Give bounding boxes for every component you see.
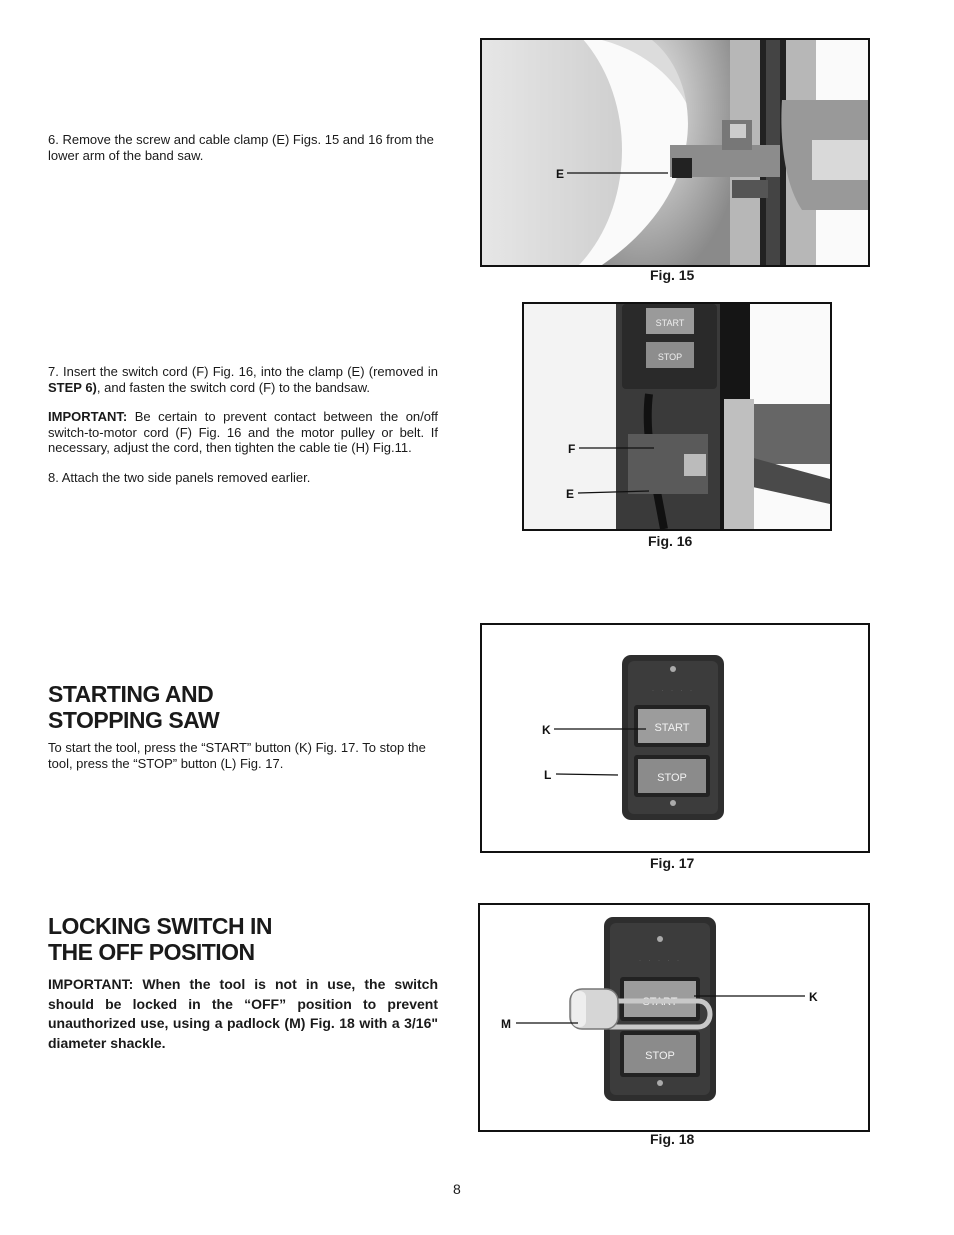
fig-16-caption: Fig. 16 bbox=[648, 533, 693, 549]
fig-17-label-l: L bbox=[544, 768, 552, 782]
fig-18-label-m: M bbox=[501, 1017, 511, 1031]
fig-17-start-text: START bbox=[654, 722, 690, 734]
locking-heading-line-2: THE OFF POSITION bbox=[48, 939, 255, 965]
step-7-suffix: , and fasten the switch cord (F) to the bandsaw. bbox=[96, 379, 371, 395]
locking-heading bbox=[48, 913, 272, 965]
fig-16-label-f: F bbox=[568, 442, 576, 456]
starting-body: To start the tool, press the “START” button (K) Fig. 17. To stop the tool, press the “STOP” button (L) Fig. 17. bbox=[48, 740, 426, 771]
step-7-text bbox=[48, 364, 438, 395]
locking-body: IMPORTANT: When the tool is not in use, the switch should be locked in the “OFF” position to prevent unauthorized use, using a padlock (M) Fig. 18 with a 3/16" diameter shackle. bbox=[48, 976, 438, 1051]
fig-18-label-k: K bbox=[809, 990, 818, 1004]
page-number: 8 bbox=[453, 1181, 461, 1197]
important-label: IMPORTANT: bbox=[48, 409, 128, 424]
important-note bbox=[48, 409, 438, 456]
fig-17-stop-text: STOP bbox=[657, 772, 687, 784]
fig-16-start-text: START bbox=[655, 318, 685, 328]
fig-17-caption: Fig. 17 bbox=[650, 855, 695, 871]
fig-15-photo bbox=[480, 38, 870, 267]
fig-16-photo bbox=[522, 302, 832, 531]
starting-heading-line-2: STOPPING SAW bbox=[48, 707, 220, 733]
svg-text:· · · · ·: · · · · · bbox=[638, 955, 682, 965]
fig-15-label-e: E bbox=[556, 167, 565, 181]
fig-18-caption: Fig. 18 bbox=[650, 1131, 695, 1147]
fig-18-photo bbox=[478, 903, 870, 1132]
fig-17-label-k: K bbox=[542, 723, 551, 737]
fig-17-photo bbox=[480, 623, 870, 853]
step-8-text: 8. Attach the two side panels removed earlier. bbox=[48, 469, 311, 485]
fig-18-start-text: START bbox=[642, 996, 678, 1008]
svg-text:· · · · ·: · · · · · bbox=[651, 685, 695, 695]
locking-heading-line-1: LOCKING SWITCH IN bbox=[48, 913, 273, 939]
step-7-block bbox=[48, 364, 438, 499]
starting-heading bbox=[48, 681, 219, 733]
starting-heading-line-1: STARTING AND bbox=[48, 681, 214, 707]
important-text: Be certain to prevent contact between the on/off switch-to-motor cord (F) Fig. 16 and the motor pulley or belt. If necessary, adjust the cord, then tighten the cable tie (H) Fig.11. bbox=[48, 409, 438, 455]
fig-16-stop-text: STOP bbox=[657, 352, 683, 362]
fig-18-stop-text: STOP bbox=[645, 1050, 675, 1062]
fig-16-label-e: E bbox=[566, 487, 575, 501]
step-6-text: 6. Remove the screw and cable clamp (E) Figs. 15 and 16 from the lower arm of the band saw. bbox=[48, 132, 434, 163]
fig-15-caption: Fig. 15 bbox=[650, 267, 695, 283]
step-7-bold: STEP 6) bbox=[48, 379, 97, 395]
step-7-prefix: 7. Insert the switch cord (F) Fig. 16, into the clamp (E) (removed in bbox=[48, 364, 438, 379]
